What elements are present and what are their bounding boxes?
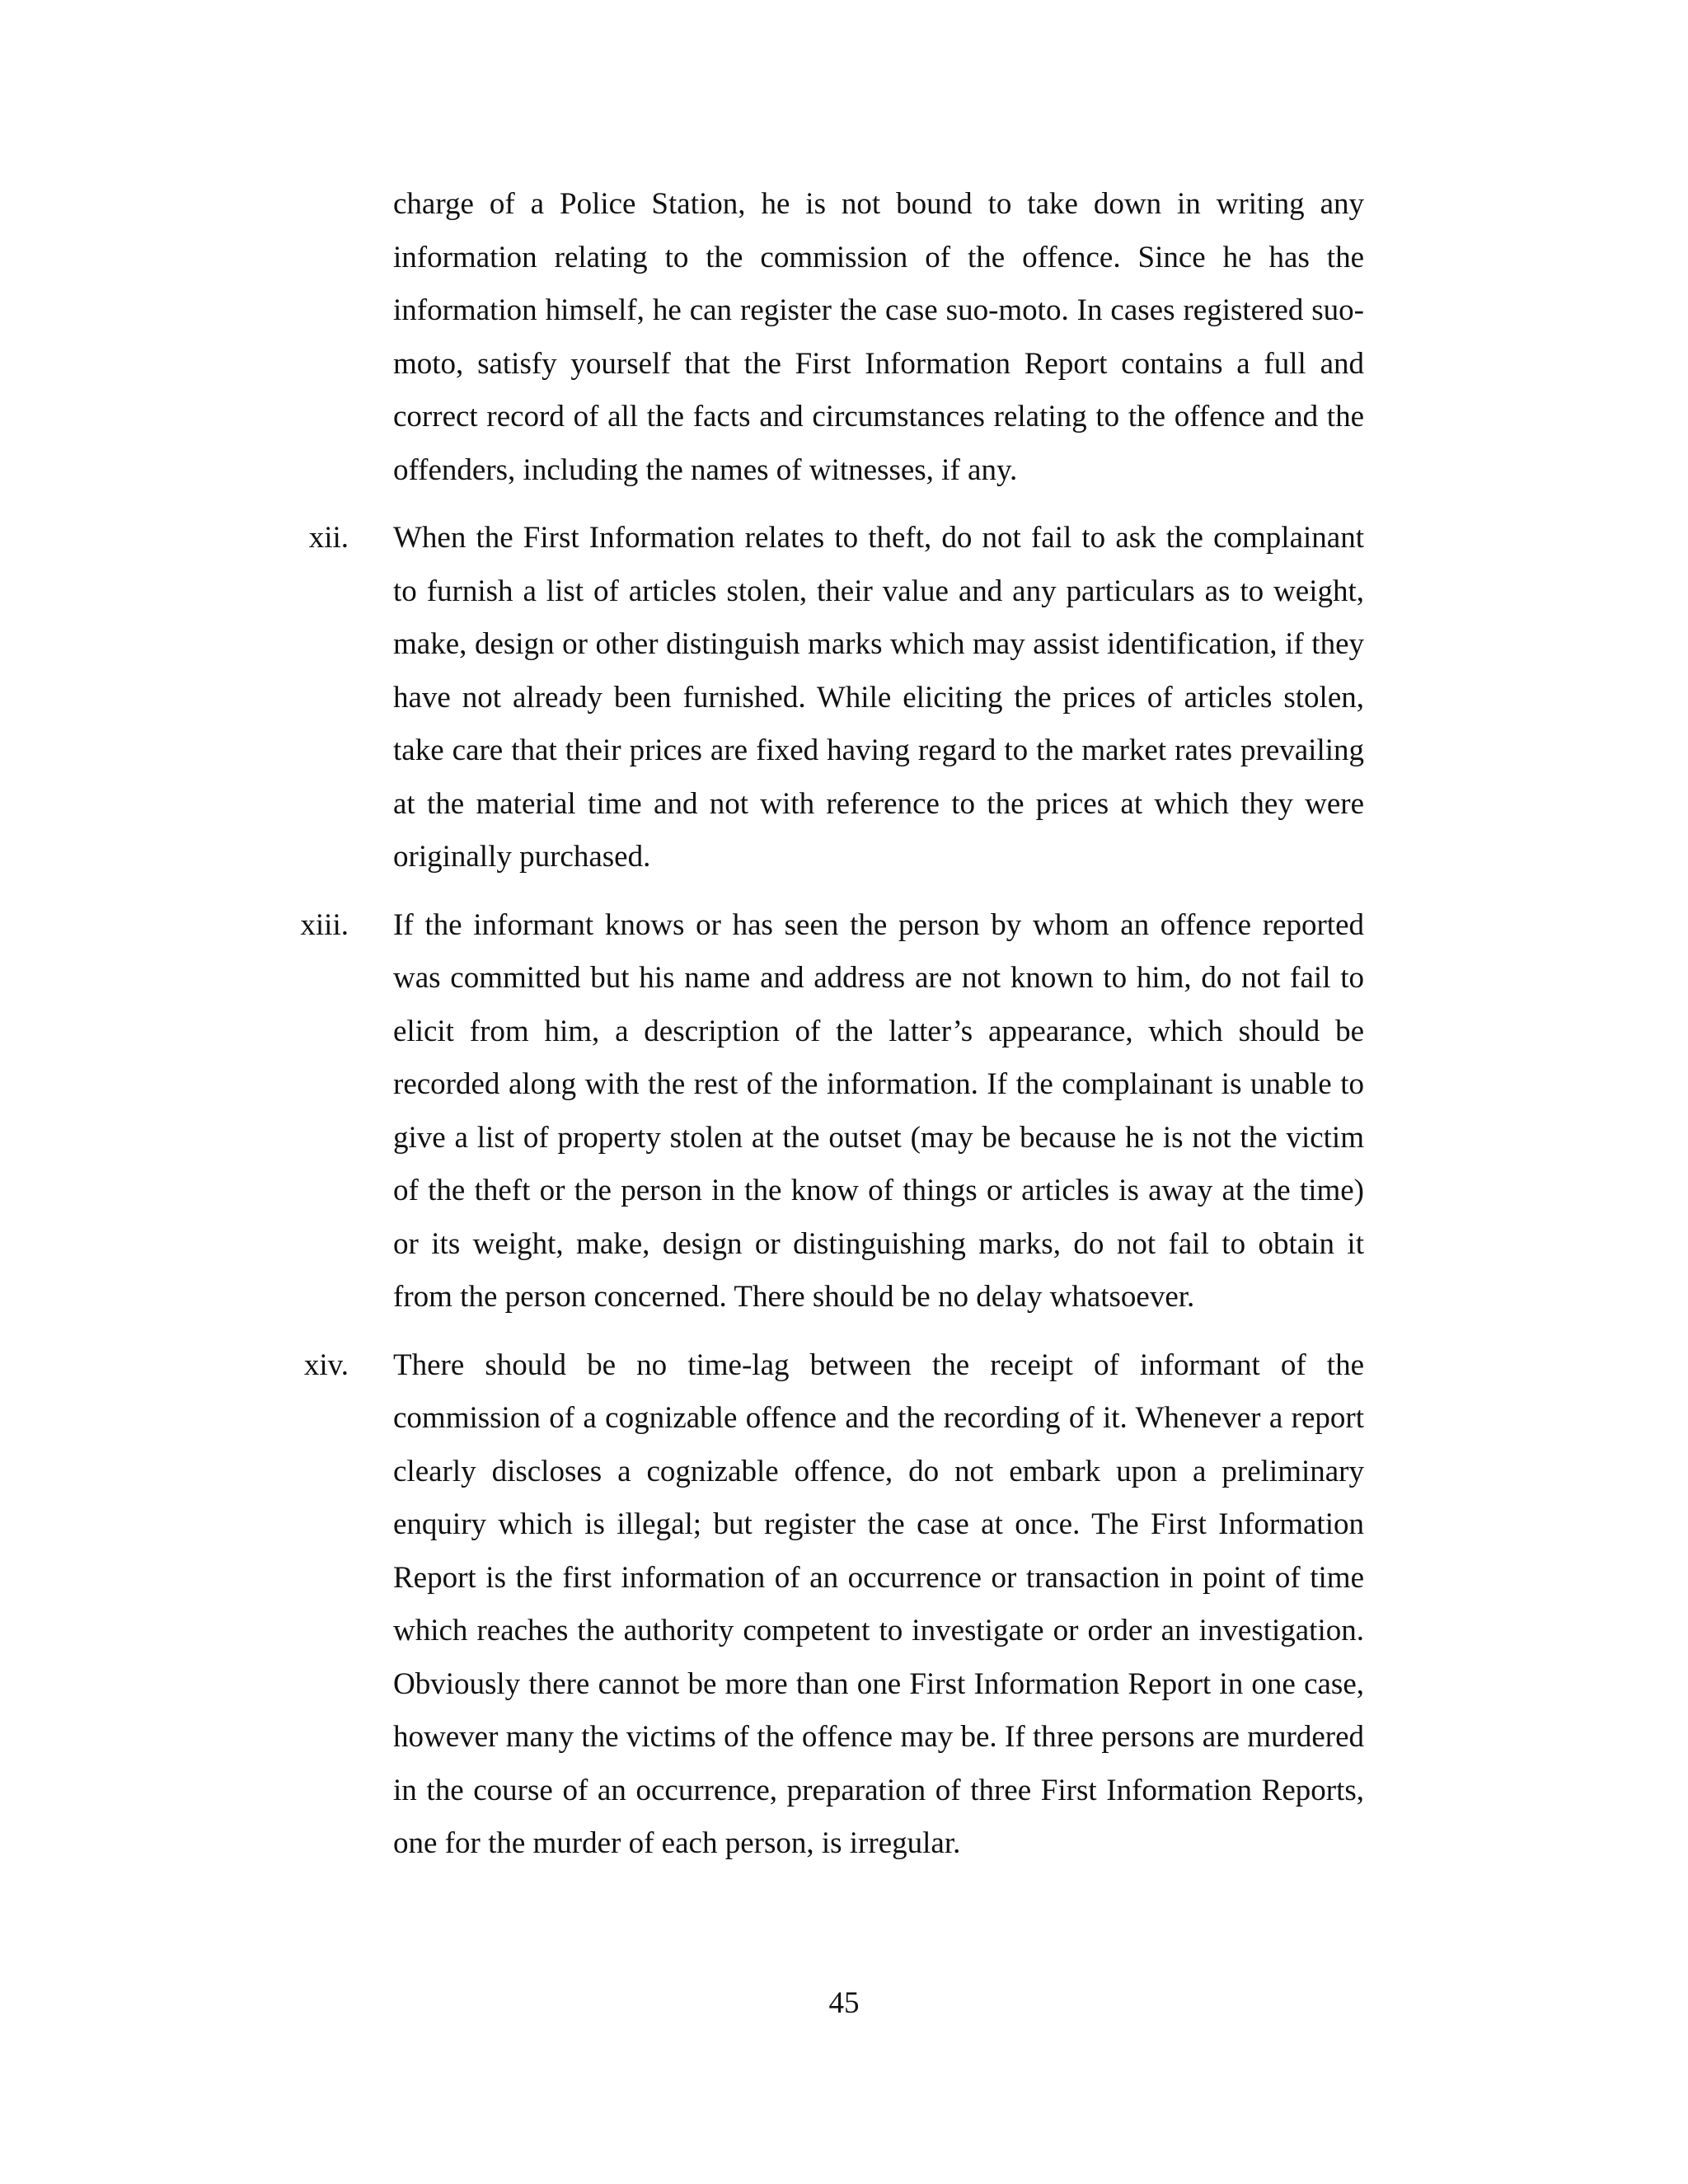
list-item-text: If the informant knows or has seen the person by whom an offence reported was committed but his name and address are not known to him, do not fail to elicit from him, a description of the latter’s appearance, which should be recorded along with the rest of the information. If the complainant is unable to give a list of property stolen at the outset (may be because he is not the victim of the theft or the person in the know of things or articles is away at the time) or its weight, make, design or distinguishing marks, do not fail to obtain it from the person concerned. There should be no delay whatsoever.: [393, 907, 1364, 1314]
page-number: 45: [828, 1986, 860, 2020]
list-marker: xii.: [308, 521, 349, 555]
page-body: [300, 178, 1364, 1886]
list-item-xii: [308, 512, 1364, 884]
list-marker: xiii.: [300, 907, 349, 942]
list-item-text: When the First Information relates to theft, do not fail to ask the complainant to furnish a list of articles stolen, their value and any particulars as to weight, make, design or other distinguish marks which may assist identification, if they have not already been furnished. While eliciting the prices of articles stolen, take care that their prices are fixed having regard to the market rates prevailing at the material time and not with reference to the prices at which they were originally purchased.: [393, 521, 1364, 874]
list-item-text: There should be no time-lag between the receipt of informant of the commission of a cognizable offence and the recording of it. Whenever a report clearly discloses a cognizable offence, do not embark upon a preliminary enquiry which is illegal; but register the case at once. The First Information Report is the first information of an occurrence or transaction in point of time which reaches the authority competent to investigate or order an investigation. Obviously there cannot be more than one First Information Report in one case, however many the victims of the offence may be. If three persons are murdered in the course of an occurrence, preparation of three First Information Reports, one for the murder of each person, is irregular.: [393, 1347, 1364, 1860]
list-item-xiv: [303, 1339, 1364, 1871]
list-item-xiii: [300, 899, 1364, 1324]
lead-paragraph: charge of a Police Station, he is not bound to take down in writing any information relating to the commission of the offence. Since he has the information himself, he can register the case suo-moto. In cases registered suo-moto, satisfy yourself that the First Information Report contains a full and correct record of all the facts and circumstances relating to the offence and the offenders, including the names of witnesses, if any.: [393, 187, 1364, 487]
list-marker: xiv.: [303, 1347, 349, 1382]
